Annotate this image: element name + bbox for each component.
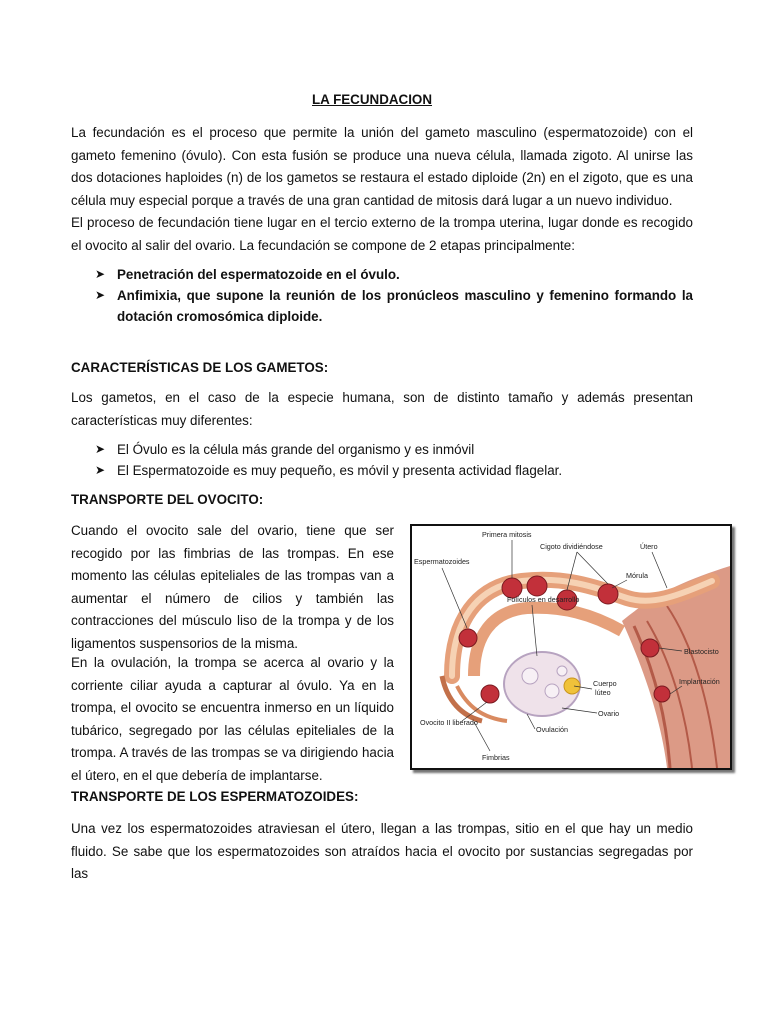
diagram-canvas xyxy=(412,526,730,768)
implantation-cell xyxy=(654,686,670,702)
list-item xyxy=(95,439,693,460)
arrow-bullet-icon: ➤ xyxy=(95,442,106,456)
oocyte-cell xyxy=(459,629,477,647)
label-ovario: Ovario xyxy=(598,709,620,718)
list-item xyxy=(95,460,693,481)
blastocyst-cell xyxy=(641,639,659,657)
morula-cell xyxy=(598,584,618,604)
follicle xyxy=(557,666,567,676)
label-cigoto: Cigoto dividiéndose xyxy=(540,542,603,551)
list-item xyxy=(95,264,693,285)
label-fimbrias: Fimbrias xyxy=(482,753,510,762)
label-cuerpo: Cuerpo xyxy=(593,679,617,688)
stage-text: Penetración del espermatozoide en el óvulo. xyxy=(117,267,400,282)
gamete-text: El Espermatozoide es muy pequeño, es móvil y presenta actividad flagelar. xyxy=(117,463,563,478)
list-item xyxy=(95,285,693,327)
label-morula: Mórula xyxy=(626,571,648,580)
label-utero: Útero xyxy=(640,542,658,551)
section-heading-gametes: CARACTERÍSTICAS DE LOS GAMETOS: xyxy=(71,360,329,375)
fertilization-diagram xyxy=(410,524,732,770)
label-ovulacion: Ovulación xyxy=(536,725,568,734)
process-paragraph: El proceso de fecundación tiene lugar en el tercio externo de la trompa uterina, lugar donde es recogido el ovocito al salir del ovario. La fecundación se compone de 2 etapas principalmente: xyxy=(71,215,693,253)
label-blastocisto: Blastocisto xyxy=(684,647,719,656)
gametes-paragraph: Los gametos, en el caso de la especie humana, son de distinto tamaño y además presentan características muy diferentes: xyxy=(71,390,693,428)
gamete-text: El Óvulo es la célula más grande del organismo y es inmóvil xyxy=(117,442,475,457)
label-primera-mitosis: Primera mitosis xyxy=(482,530,532,539)
label-espermatozoides: Espermatozoides xyxy=(414,557,470,566)
section-heading-sperm: TRANSPORTE DE LOS ESPERMATOZOIDES: xyxy=(71,789,359,804)
arrow-bullet-icon: ➤ xyxy=(95,288,106,302)
corpus-luteum xyxy=(564,678,580,694)
oocyte-paragraph-1: Cuando el ovocito sale del ovario, tiene que ser recogido por las fimbrias de las trompas. En ese momento las células epiteliales de las trompas van a aumentar el número de cilios y también las contracciones del músculo liso de la trompa y de los ligamentos suspensorios de la misma. xyxy=(71,523,394,651)
label-luteo: lúteo xyxy=(595,688,611,697)
stage-text: Anfimixia, que supone la reunión de los pronúcleos masculino y femenino formando la dotación cromosómica diploide. xyxy=(117,288,693,324)
page-title: LA FECUNDACION xyxy=(312,92,433,107)
released-oocyte-cell xyxy=(481,685,499,703)
label-implantacion: Implantación xyxy=(679,677,720,686)
arrow-bullet-icon: ➤ xyxy=(95,267,106,281)
section-heading-oocyte: TRANSPORTE DEL OVOCITO: xyxy=(71,492,264,507)
follicle xyxy=(522,668,538,684)
zygote-cell xyxy=(527,576,547,596)
intro-paragraph: La fecundación es el proceso que permite la unión del gameto masculino (espermatozoide) con el gameto femenino (óvulo). Con esta fusión se produce una nueva célula, llamada zigoto. Al unirse las dos dotaciones haploides (n) de los gametos se restaura el estado diploide (2n) en el zigoto, que es una célula muy especial porque a través de una gran cantidad de mitosis dará lugar a un nuevo individuo. xyxy=(71,125,693,208)
arrow-bullet-icon: ➤ xyxy=(95,463,106,477)
oocyte-paragraph-2: En la ovulación, la trompa se acerca al ovario y la corriente ciliar ayuda a capturar al óvulo. Ya en la trompa, el ovocito se encuentra inmerso en un líquido tubárico, segregado por las células epiteliales de la trompa. A través de las trompas se va dirigiendo hacia el útero, en el que debería de implantarse. xyxy=(71,655,394,783)
label-ovocito: Ovocito II liberado xyxy=(420,718,478,727)
label-foliculos: Folículos en desarrollo xyxy=(507,595,580,604)
follicle xyxy=(545,684,559,698)
sperm-paragraph: Una vez los espermatozoides atraviesan el útero, llegan a las trompas, sitio en el que hay un medio fluido. Se sabe que los espermatozoides son atraídos hacia el ovocito por sustancias segregadas por las xyxy=(71,821,693,881)
